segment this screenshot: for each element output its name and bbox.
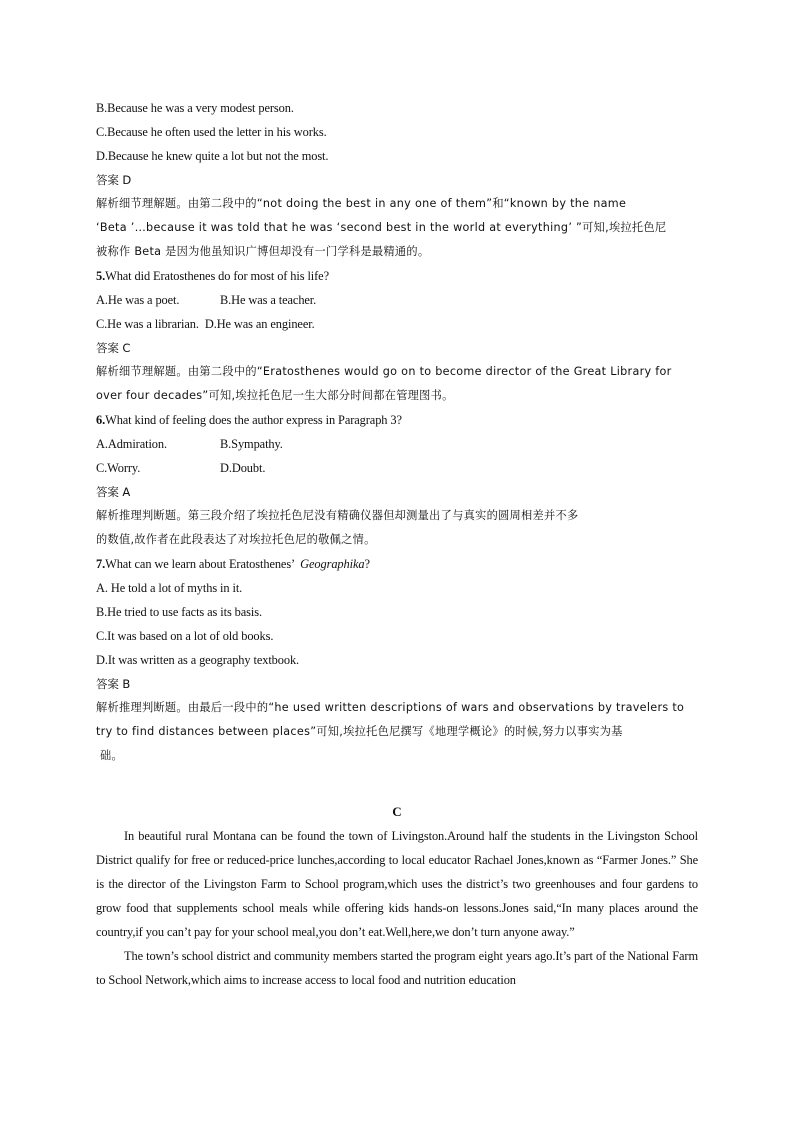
q4-explanation-line-2: ‘Beta ’…because it was told that he was ‘second best in the world at everything’ ”可知,埃拉托色尼 bbox=[96, 221, 667, 234]
q4-explanation-line-1: 解析细节理解题。由第二段中的“not doing the best in any one of them”和“known by the name bbox=[96, 197, 627, 210]
q6-number: 6. bbox=[96, 413, 106, 427]
q4-option-c: C.Because he often used the letter in his works. bbox=[96, 125, 327, 139]
document-page bbox=[96, 96, 698, 992]
q6-option-c: C.Worry. bbox=[96, 461, 141, 475]
q6-stem: What kind of feeling does the author express in Paragraph 3? bbox=[105, 413, 402, 427]
q4-option-b: B.Because he was a very modest person. bbox=[96, 101, 294, 115]
q6-option-a: A.Admiration. bbox=[96, 437, 167, 451]
q5-explanation-line-1: 解析细节理解题。由第二段中的“Eratosthenes would go on to become director of the Great Library for bbox=[96, 365, 672, 378]
q7-option-c: C.It was based on a lot of old books. bbox=[96, 629, 274, 643]
q7-option-a: A. He told a lot of myths in it. bbox=[96, 581, 243, 595]
q6-option-d: D.Doubt. bbox=[220, 461, 266, 475]
q6-options-row-1 bbox=[96, 432, 698, 456]
q7-question bbox=[96, 552, 698, 576]
q7-option-b: B.He tried to use facts as its basis. bbox=[96, 605, 262, 619]
q5-options-row-1 bbox=[96, 288, 698, 312]
q6-question bbox=[96, 408, 698, 432]
q6-explanation-line-1: 解析推理判断题。第三段介绍了埃拉托色尼没有精确仪器但却测量出了与真实的圆周相差并不多 bbox=[96, 509, 579, 522]
q5-option-b: B.He was a teacher. bbox=[220, 293, 317, 307]
q5-stem: What did Eratosthenes do for most of his life? bbox=[105, 269, 329, 283]
q5-explanation-line-2: over four decades”可知,埃拉托色尼一生大部分时间都在管理图书。 bbox=[96, 389, 454, 402]
q7-explanation-line-2: try to find distances between places”可知,埃拉托色尼撰写《地理学概论》的时候,努力以事实为基 bbox=[96, 725, 623, 738]
passage-paragraph-2: The town’s school district and community members started the program eight years ago.It’s part of the National Farm to School Network,which aims to increase access to local food and nutrition education bbox=[96, 949, 698, 987]
q7-stem: What can we learn about Eratosthenes’ bbox=[105, 557, 298, 571]
q6-explanation-line-2: 的数值,故作者在此段表达了对埃拉托色尼的敬佩之情。 bbox=[96, 533, 376, 546]
q5-options-row-2 bbox=[96, 312, 698, 336]
q5-option-c: C.He was a librarian. bbox=[96, 317, 199, 331]
q5-number: 5. bbox=[96, 269, 106, 283]
q7-stem-end: ? bbox=[364, 557, 370, 571]
q7-stem-italic: Geographika bbox=[300, 557, 365, 571]
q7-answer: 答案 B bbox=[96, 677, 131, 691]
q5-option-a: A.He was a poet. bbox=[96, 293, 180, 307]
q6-answer: 答案 A bbox=[96, 485, 131, 499]
q5-answer: 答案 C bbox=[96, 341, 131, 355]
q4-answer: 答案 D bbox=[96, 173, 132, 187]
q7-number: 7. bbox=[96, 557, 106, 571]
q7-explanation-line-3: 础。 bbox=[100, 749, 123, 762]
q7-option-d: D.It was written as a geography textbook. bbox=[96, 653, 300, 667]
section-spacer bbox=[96, 768, 698, 788]
q6-option-b: B.Sympathy. bbox=[220, 437, 283, 451]
q5-question bbox=[96, 264, 698, 288]
passage-paragraph-1: In beautiful rural Montana can be found the town of Livingston.Around half the students in the Livingston School District qualify for free or reduced-price lunches,according to local educator Rachael Jones,known as “Farmer Jones.” She is the director of the Livingston Farm to School program,which uses the district’s two greenhouses and four gardens to grow food that supplements school meals while offering kids hands-on lessons.Jones said,“In many places around the country,if you can’t pay for your school meal,you don’t eat.Well,here,we don’t turn anyone away.” bbox=[96, 829, 698, 939]
section-c-heading: C bbox=[392, 804, 402, 819]
q4-option-d: D.Because he knew quite a lot but not the most. bbox=[96, 149, 329, 163]
q4-explanation-line-3: 被称作 Beta 是因为他虽知识广博但却没有一门学科是最精通的。 bbox=[96, 245, 430, 258]
q5-option-d: D.He was an engineer. bbox=[204, 317, 315, 331]
q7-explanation-line-1: 解析推理判断题。由最后一段中的“he used written descriptions of wars and observations by travelers to bbox=[96, 701, 685, 714]
q6-options-row-2 bbox=[96, 456, 698, 480]
